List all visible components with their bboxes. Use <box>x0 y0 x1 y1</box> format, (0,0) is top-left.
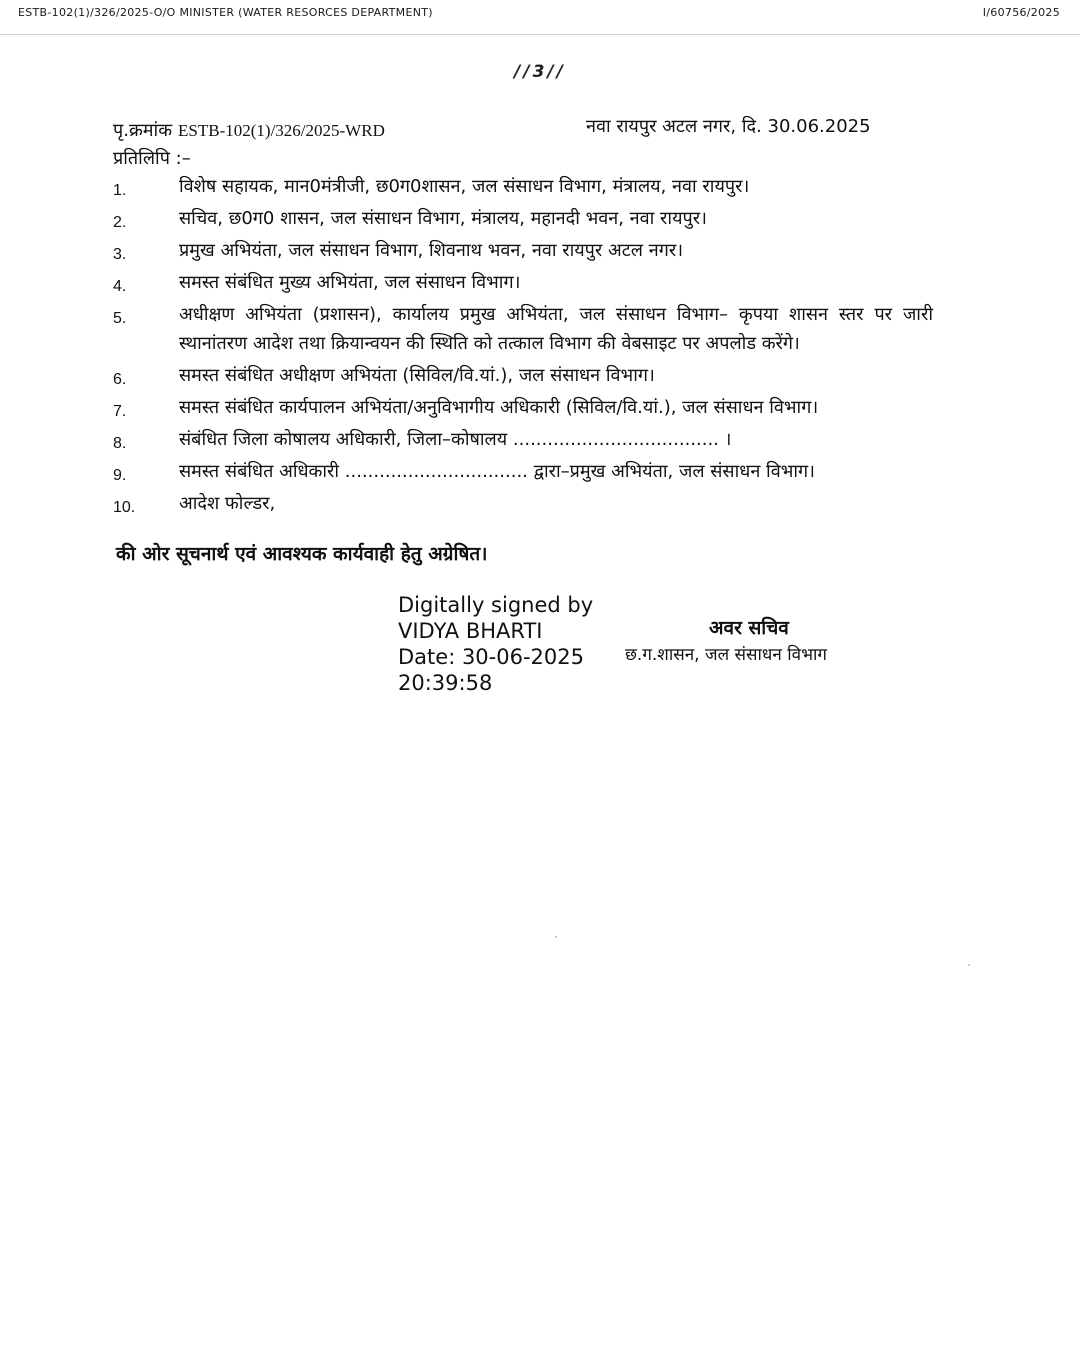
digital-signature-time: 20:39:58 <box>398 671 493 695</box>
document-file-reference: ESTB-102(1)/326/2025-O/O MINISTER (WATER RESORCES DEPARTMENT) <box>18 6 433 19</box>
reference-label: पृ.क्रमांक <box>113 120 173 141</box>
page-number: //3// <box>514 62 566 82</box>
place-date: नवा रायपुर अटल नगर, दि. 30.06.2025 <box>586 116 871 137</box>
list-item-number: 2. <box>113 214 127 231</box>
reference-line <box>113 118 385 142</box>
list-item-number: 1. <box>113 182 127 199</box>
officer-title: अवर सचिव <box>709 617 789 639</box>
list-item-text: संबंधित जिला कोषालय अधिकारी, जिला–कोषालय .................................... । <box>179 429 732 450</box>
scan-speck <box>555 936 557 938</box>
digital-signature-block <box>398 592 593 696</box>
reference-code: ESTB-102(1)/326/2025-WRD <box>178 121 385 140</box>
list-item-number: 6. <box>113 371 127 388</box>
forwarding-note: की ओर सूचनार्थ एवं आवश्यक कार्यवाही हेतु अग्रेषित। <box>116 543 488 565</box>
list-item-number: 7. <box>113 403 127 420</box>
list-item <box>113 300 933 358</box>
list-item-number: 8. <box>113 435 127 452</box>
list-item-number: 10. <box>113 499 136 516</box>
scan-speck <box>968 964 970 966</box>
list-item-text: समस्त संबंधित मुख्य अभियंता, जल संसाधन विभाग। <box>179 272 521 293</box>
list-item-text: सचिव, छ0ग0 शासन, जल संसाधन विभाग, मंत्रालय, महानदी भवन, नवा रायपुर। <box>179 208 707 229</box>
list-item <box>113 425 933 454</box>
list-item-number: 9. <box>113 467 127 484</box>
list-item-text: प्रमुख अभियंता, जल संसाधन विभाग, शिवनाथ भवन, नवा रायपुर अटल नगर। <box>179 240 684 261</box>
list-item-text: आदेश फोल्डर, <box>179 493 276 514</box>
list-item <box>113 393 933 422</box>
page-divider <box>0 34 1080 35</box>
distribution-list <box>113 172 933 521</box>
list-item <box>113 172 933 201</box>
digital-signature-signer: VIDYA BHARTI <box>398 619 543 643</box>
list-item <box>113 457 933 486</box>
list-item <box>113 236 933 265</box>
digital-signature-line: Digitally signed by <box>398 593 594 617</box>
list-item-text: विशेष सहायक, मान0मंत्रीजी, छ0ग0शासन, जल संसाधन विभाग, मंत्रालय, नवा रायपुर। <box>179 176 750 197</box>
list-item <box>113 489 933 518</box>
list-item-text: समस्त संबंधित कार्यपालन अभियंता/अनुविभागीय अधिकारी (सिविल/वि.यां.), जल संसाधन विभाग। <box>179 397 819 418</box>
list-item-text: अधीक्षण अभियंता (प्रशासन), कार्यालय प्रमुख अभियंता, जल संसाधन विभाग– कृपया शासन स्तर पर जारी स्थानांतरण आदेश तथा क्रियान्वयन की स्थिति को तत्काल विभाग की वेबसाइट पर अपलोड करेंगे। <box>179 304 933 354</box>
list-item <box>113 268 933 297</box>
digital-signature-date: Date: 30-06-2025 <box>398 645 584 669</box>
copy-to-label: प्रतिलिपि :– <box>113 148 191 169</box>
list-item <box>113 204 933 233</box>
list-item <box>113 361 933 390</box>
list-item-text: समस्त संबंधित अधिकारी ................................ द्वारा–प्रमुख अभियंता, जल संसाधन विभाग। <box>179 461 815 482</box>
list-item-number: 4. <box>113 278 127 295</box>
receipt-number: I/60756/2025 <box>982 6 1060 19</box>
officer-department: छ.ग.शासन, जल संसाधन विभाग <box>625 645 827 665</box>
list-item-number: 3. <box>113 246 127 263</box>
list-item-text: समस्त संबंधित अधीक्षण अभियंता (सिविल/वि.यां.), जल संसाधन विभाग। <box>179 365 655 386</box>
list-item-number: 5. <box>113 310 127 327</box>
